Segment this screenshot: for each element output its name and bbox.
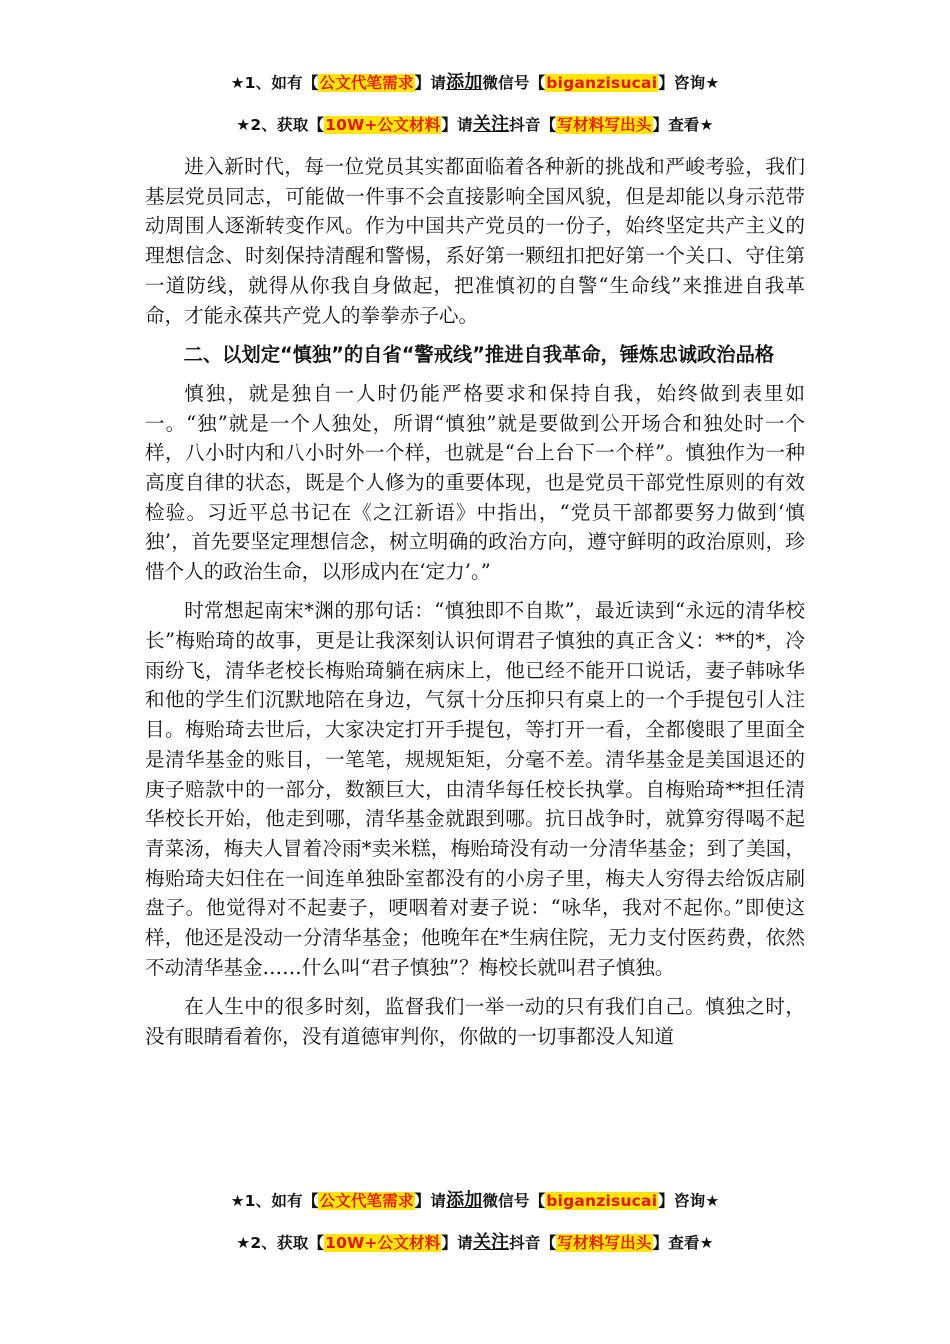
banner-text: 】查看★ [652, 1234, 714, 1252]
highlight-tag: biganzisucai [546, 1192, 658, 1210]
banner-text: ★1、如有【 [230, 74, 319, 92]
paragraph-4: 在人生中的很多时刻，监督我们一举一动的只有我们自己。慎独之时，没有眼睛看着你，没有道德审判你，你做的一切事都没人知道 [145, 994, 805, 1048]
highlight-tag: 写材料写出头 [557, 1234, 652, 1252]
bottom-banner-line-2 [0, 1228, 950, 1254]
banner-text: ★2、获取【 [236, 1234, 325, 1252]
banner-text: ★1、如有【 [230, 1192, 319, 1210]
highlight-tag: biganzisucai [546, 74, 658, 92]
highlight-tag: 写材料写出头 [557, 116, 652, 134]
highlight-tag: 10W+公文材料 [325, 116, 441, 134]
paragraph-2: 慎独，就是独自一人时仍能严格要求和保持自我，始终做到表里如一。“独”就是一个人独处，所谓“慎独”就是要做到公开场合和独处时一个样，八小时内和八小时外一个样，也就是“台上台下一个样”。慎独作为一种高度自律的状态，既是个人修为的重要体现，也是党员干部党性原则的有效检验。习近平总书记在《之江新语》中指出，“党员干部都要努力做到‘慎独’，首先要坚定理想信念，树立明确的政治方向，遵守鲜明的政治原则，珍惜个人的政治生命，以形成内在‘定力’。” [145, 381, 805, 584]
banner-text: 】请 [441, 116, 473, 134]
banner-text: 微信号【 [482, 1192, 546, 1210]
banner-text: 抖音【 [509, 1234, 557, 1252]
emphasis-text: 关注 [472, 114, 510, 135]
banner-text: 】咨询★ [658, 1192, 720, 1210]
banner-text: 】查看★ [652, 116, 714, 134]
bottom-banner-line-1 [0, 1186, 950, 1212]
emphasis-text: 关注 [472, 1232, 510, 1253]
paragraph-3: 时常想起南宋*渊的那句话：“慎独即不自欺”，最近读到“永远的清华校长”梅贻琦的故事，更是让我深刻认识何谓君子慎独的真正含义：**的*，冷雨纷飞，清华老校长梅贻琦躺在病床上，他已经不能开口说话，妻子韩咏华和他的学生们沉默地陪在身边，气氛十分压抑只有桌上的一个手提包引人注目。梅贻琦去世后，大家决定打开手提包，等打开一看，全都傻眼了里面全是清华基金的账目，一笔笔，规规矩矩，分毫不差。清华基金是美国退还的庚子赔款中的一部分，数额巨大，由清华每任校长执掌。自梅贻琦**担任清华校长开始，他走到哪，清华基金就跟到哪。抗日战争时，就算穷得喝不起青菜汤，梅夫人冒着冷雨*卖米糕，梅贻琦没有动一分清华基金；到了美国，梅贻琦夫妇住在一间连单独卧室都没有的小房子里，梅夫人穷得去给饭店刷盘子。他觉得对不起妻子，哽咽着对妻子说：“咏华，我对不起你。”即使这样，他还是没动一分清华基金；他晚年在*生病住院，无力支付医药费，依然不动清华基金……什么叫“君子慎独”？梅校长就叫君子慎独。 [145, 599, 805, 979]
paragraph-1: 进入新时代，每一位党员其实都面临着各种新的挑战和严峻考验，我们基层党员同志，可能做一件事不会直接影响全国风貌，但是却能以身示范带动周围人逐渐转变作风。作为中国共产党员的一份子，始终坚定共产主义的理想信念、时刻保持清醒和警惕，系好第一颗纽扣把好第一个关口、守住第一道防线，就得从你我自身做起，把准慎初的自警“生命线”来推进自我革命，才能永葆共产党人的拳拳赤子心。 [145, 155, 805, 327]
banner-text: 】请 [414, 74, 447, 92]
highlight-tag: 公文代笔需求 [319, 1192, 414, 1210]
banner-text: 】咨询★ [658, 74, 720, 92]
emphasis-text: 添加 [446, 72, 483, 93]
banner-text: ★2、获取【 [236, 116, 325, 134]
top-banner-line-1 [0, 68, 950, 94]
banner-text: 】请 [441, 1234, 473, 1252]
highlight-tag: 10W+公文材料 [325, 1234, 441, 1252]
banner-text: 抖音【 [509, 116, 557, 134]
banner-text: 】请 [414, 1192, 447, 1210]
highlight-tag: 公文代笔需求 [319, 74, 414, 92]
document-body [145, 152, 805, 1061]
top-banner-line-2 [0, 110, 950, 136]
emphasis-text: 添加 [446, 1190, 483, 1211]
banner-text: 微信号【 [482, 74, 546, 92]
section-heading: 二、以划定“慎独”的自省“警戒线”推进自我革命，锤炼忠诚政治品格 [183, 342, 775, 366]
